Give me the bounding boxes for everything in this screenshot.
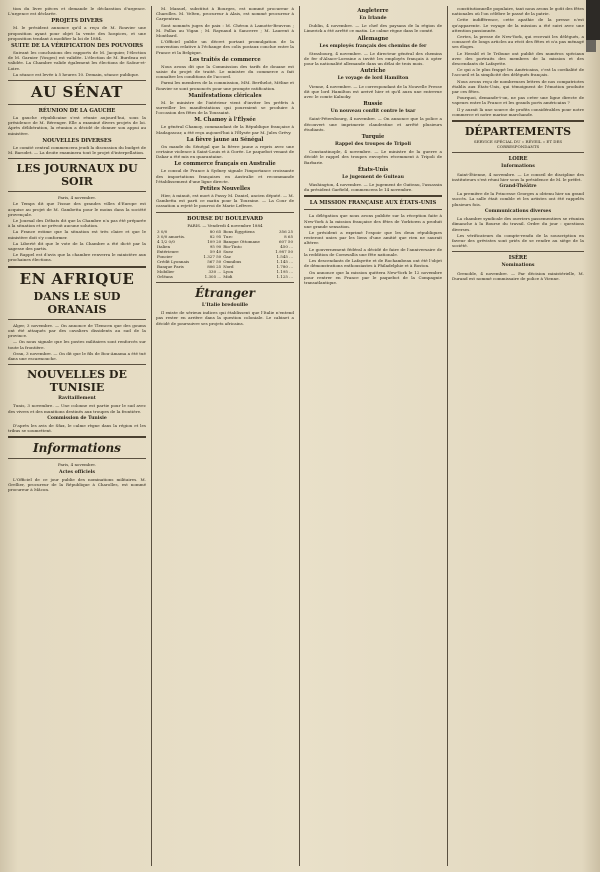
divider: [304, 195, 442, 197]
divider: [8, 104, 146, 105]
dateline: Paris, 4 novembre.: [57, 462, 96, 468]
subheading: Rappel des troupes de Tripoli: [335, 142, 411, 148]
article-text: Vienne, 4 novembre. — Le correspondant de la Nouvelle Presse dit que lord Hamilton est arrivé hier et qu'il aura une entrevue avec le comte Kalnoky.: [304, 83, 442, 100]
subheading: Un nouveau conflit contre le tsar: [330, 109, 416, 115]
country-heading: Russie: [363, 101, 383, 108]
afrique-headline: EN AFRIQUE: [19, 269, 135, 288]
stock-name: Turc: [223, 233, 233, 239]
divider: [8, 80, 146, 81]
article-text: La délégation que nous avons publiée sur la réception faite à New-York à la mission française des fêtes de Yorktown a produit une grande sensation.: [304, 213, 442, 229]
divider: [8, 436, 146, 438]
article-text: Le Herald et le Tribune ont publié des numéros spéciaux avec des portraits des membres de la mission et des descendants de Lafayette.: [452, 50, 584, 67]
departements-headline: DÉPARTEMENTS: [464, 125, 572, 139]
subheading: En Irlande: [359, 16, 387, 21]
divider: [452, 120, 584, 122]
stock-name: Midi: [223, 273, 233, 279]
divider: [8, 458, 146, 459]
article-text: Il existe de sérieux indices qui établissent que l'Italie n'entend pas rester en arrière dans la question coloniale. Le cabinet a décidé de poursuivre ses projets africains.: [156, 310, 294, 326]
article-text: Strasbourg, 4 novembre. — Le directeur général des chemins de fer d'Alsace-Lorraine a invité les employés français à opter pour la nationalité allemande dans un délai de trois mois.: [304, 50, 442, 67]
journaux-headline: LES JOURNAUX DU SOIR: [16, 162, 138, 189]
dark-page-edge: [586, 0, 600, 40]
stock-name: Gaz: [223, 253, 231, 259]
etranger-headline: Étranger: [195, 285, 255, 300]
column-4: [452, 6, 584, 866]
article-text: Le président a exprimé l'espoir que les deux républiques resteront unies par les liens d'une amitié que rien ne saurait altérer.: [304, 230, 442, 246]
divider: [156, 282, 294, 283]
article-text: La chambre syndicale des ouvriers passementiers se réunira dimanche à la Bourse du travail. Ordre du jour : questions diverses.: [452, 216, 584, 232]
article-text: L'Officiel de ce jour publie des nominations militaires. M. Grellier, procureur de la République à Charolles, est nommé procureur à Mâcon.: [8, 476, 146, 493]
stock-name: Mobilier: [157, 268, 175, 274]
bourse-table: [156, 229, 294, 279]
divider: [8, 158, 146, 159]
department-heading: ISÈRE: [508, 255, 528, 262]
article-text: La gauche républicaine s'est réunie aujourd'hui, sous la présidence de M. Bérenger. Elle a examiné divers projets de loi. Après délibération, la réunion a décidé de donner son appui au ministère.: [8, 115, 146, 136]
tunisie-headline: NOUVELLES DE TUNISIE: [27, 368, 127, 395]
stock-price: 330 ...: [208, 268, 222, 274]
stock-price: 95 90: [209, 243, 222, 249]
article-text: Le comité central commencera jeudi la discussion du budget de M. Barodet. — La droite examinera tout le projet d'interpellation.: [8, 144, 146, 156]
article-text: Ce qui a le plus frappé les Américains, c'est la cordialité de l'accueil et la simplicité des délégués français.: [452, 67, 584, 78]
bourse-heading: BOURSE DU BOULEVARD: [187, 215, 263, 222]
section-heading: La fièvre jaune au Sénégal: [186, 136, 264, 143]
article-text: Alger, 3 novembre. — On annonce de Tlemcen que des goums ont été attaqués par des cavaliers dissidents au sud de la province.: [8, 322, 146, 339]
bourse-date: PARIS. — Vendredi 4 novembre 1884: [187, 222, 263, 228]
stock-price: 1.305 ...: [204, 273, 222, 279]
country-heading: Angleterre: [357, 8, 389, 14]
stock-price: 82 95: [209, 233, 222, 239]
stock-price: 8 65: [284, 233, 293, 239]
section-heading: Manifestations cléricales: [188, 92, 262, 99]
informations-headline: Informations: [33, 441, 121, 456]
bourse-row: [156, 274, 294, 279]
stock-name: Suez: [223, 248, 234, 254]
stock-name: Crédit Lyonnais: [157, 258, 190, 264]
country-heading: États-Unis: [357, 166, 389, 173]
stock-name: Foncier: [157, 253, 173, 259]
subheading: Commission de Tunisie: [47, 415, 107, 421]
stock-price: 1.125 ...: [276, 273, 293, 279]
subheading: Les employés français des chemins de fer: [319, 43, 427, 49]
country-heading: Allemagne: [357, 35, 389, 42]
article-text: La Liberté dit que le vote de la Chambre a été dicté par la sagesse des partis.: [8, 240, 146, 252]
section-heading: PROJETS DIVERS: [51, 18, 103, 25]
divider: [8, 266, 146, 268]
column-3: [304, 6, 442, 866]
mission-headline: LA MISSION FRANÇAISE AUX ÉTATS-UNIS: [309, 200, 437, 207]
divider: [8, 191, 146, 192]
subheading: L'Italie bredouille: [201, 302, 249, 308]
article-text: Saint-Étienne, 4 novembre. — Le conseil de discipline des instituteurs s'est réuni hier sous la présidence de M. le préfet.: [452, 171, 584, 182]
divider: [452, 152, 584, 153]
divider: [452, 251, 584, 252]
subheading: Nominations: [501, 263, 535, 269]
subheading: Communications diverses: [484, 208, 552, 214]
section-heading: NOUVELLES DIVERSES: [42, 137, 112, 144]
article-text: Le Journal des Débats dit que la Chambre n'a pas été préparée à la situation et ne prévoit aucune solution.: [8, 218, 146, 229]
article-text: Washington, 4 novembre. — Le jugement de Guiteau, l'assassin du président Garfield, commencera le 14 novembre.: [304, 182, 442, 193]
section-heading: SUITE DE LA VÉRIFICATION DES POUVOIRS: [11, 43, 143, 50]
column-rule: [151, 6, 152, 866]
subheading: Ravitaillement: [58, 396, 96, 402]
stock-price: 109 20: [207, 238, 222, 244]
article-text: Sont nommés juges de paix : M. Chéron à Lamotte-Beuvron ; M. Pallas au Vigan ; M. Raynaud à Sancerre ; M. Laurent à Montbard.: [156, 22, 294, 39]
stock-price: 1.327 50: [203, 253, 222, 259]
stock-name: 4 1/2 0/0: [157, 238, 175, 244]
stock-name: Extérieure: [157, 248, 179, 254]
subheading: Informations: [501, 164, 535, 170]
article-text: Le Rappel est d'avis que la chambre renverra le ministère aux prochaines élections.: [8, 252, 146, 263]
article-text: D'après les avis de Sfax, le calme règne dans la région et les tribus se soumettent.: [8, 422, 146, 434]
article-text: — On nous signale que les postes militaires sont renforcés sur toute la frontière.: [8, 339, 146, 350]
article-text: La première de la Princesse Georges a obtenu hier un grand succès. La salle était comble et les artistes ont été rappelés plusieurs fois.: [452, 191, 584, 207]
divider: [156, 212, 294, 213]
article-text: La France estime que la situation est très claire et que le ministère doit s'y conformer.: [8, 229, 146, 240]
subheading: Le voyage de lord Hamilton: [337, 76, 409, 82]
stock-name: Nord: [223, 263, 234, 269]
subheading: Actes officiels: [59, 469, 95, 475]
stock-price: 1.145 ...: [276, 258, 293, 264]
stock-price: 1.780 ...: [276, 263, 293, 269]
oranais-headline: DANS LE SUD ORANAIS: [33, 289, 121, 316]
section-heading: Les traités de commerce: [189, 56, 261, 63]
stock-name: 3 0/0 amortis.: [157, 233, 186, 239]
page-edge-shadow: [586, 40, 596, 52]
article-text: On annonce que la mission quittera New-York le 12 novembre pour rentrer en France par le paquebot de la Compagnie transatlantique.: [304, 269, 442, 285]
article-text: Parmi les membres de la commission, MM. Berthelot, Méline et Rouvier se sont prononcés pour une prompte ratification.: [156, 80, 294, 91]
article-text: Il y aurait là une source de profits considérables pour notre commerce et notre marine marchande.: [452, 106, 584, 117]
stock-name: Orléans: [157, 273, 173, 279]
article-text: M. Manuel, substitut à Bourges, est nommé procureur à Charolles. M. Velten, procureur à Alais, est nommé procureur à Carpentras.: [156, 6, 294, 22]
article-text: M. le ministre de l'intérieur vient d'inviter les préfets à surveiller les manifestations qui pourraient se produire à l'occasion des fêtes de la Toussaint.: [156, 99, 294, 116]
stock-name: Banque Paris: [157, 263, 184, 269]
article-text: Certes, la presse de New-York, qui recevait les délégués, a consacré de longs articles au récit des fêtes et n'a pas ménagé ses éloges.: [452, 34, 584, 50]
stock-price: 450 ...: [280, 243, 293, 249]
stock-name: 3 0/0: [157, 228, 168, 234]
stock-price: 567 50: [207, 258, 222, 264]
article-text: Hier, à minuit, est mort à Passy M. Daniel, ancien député. — M. Gambetta est parti ce matin pour la Touraine. — La Cour de cassation a rejeté le pourvoi de Marie Lefèvre.: [156, 193, 294, 209]
article-text: Cette indifférence, cette apathie de la presse n'est qu'apparente. Le voyage de la mission a été suivi avec une attention passionnée.: [452, 17, 584, 33]
article-text: Grenoble, 4 novembre. — Par décision ministérielle, M. Durand est nommé commissaire de police à Vienne.: [452, 270, 584, 281]
stock-price: 1.545 ...: [276, 253, 293, 259]
stock-name: Banque Ottomane: [223, 238, 260, 244]
article-text: Suivant les conclusions des rapports de M. Jacquier, l'élection de M. Garnier (Vosges) est validée. L'élection de M. Burdeau est validée. La Chambre valide également les élections de Saône-et-Loire.: [8, 50, 146, 71]
section-heading: M. Chamoy à l'Élysée: [194, 117, 256, 124]
column-1: [8, 6, 146, 866]
article-text: Dublin, 4 novembre. — Le chef des paysans de la région de Limerick a été arrêté ce matin. Le calme règne dans le comté.: [304, 23, 442, 34]
divider: [8, 364, 146, 365]
article-text: tion du livre pièces et demande le déclaration d'urgence. L'urgence est déclarée.: [8, 6, 146, 17]
section-heading: Le commerce français en Australie: [174, 161, 276, 168]
country-heading: Turquie: [361, 134, 385, 141]
article-text: La séance est levée à 5 heures 10. Demain, séance publique.: [13, 71, 140, 77]
article-text: Le Temps dit que l'issue des grandes villes d'Europe est acquise au projet de M. Gambetta pour le moins dans la société provençale.: [8, 201, 146, 217]
stock-name: Omnibus: [223, 258, 242, 264]
divider: [8, 319, 146, 320]
departements-subtitle: SERVICE SPÉCIAL DU « RÉVEIL » ET DES CORRESPONDANTS: [473, 139, 563, 150]
section-heading: RÉUNION DE LA GAUCHE: [38, 108, 116, 115]
stock-price: 1.987 50: [275, 248, 293, 254]
article-text: Nous avons reçu de nombreuses lettres de nos compatriotes établis aux États-Unis, qui témoignent de l'émotion produite par ces fêtes.: [452, 78, 584, 95]
article-text: Oran, 3 novembre. — On dit que le fils de Bou-Amama a été tué dans une escarmouche.: [8, 350, 146, 361]
divider: [304, 209, 442, 210]
article-text: Le général Chamoy, commandant de la République française à Madagascar, a été reçu aujourd'hui à l'Élysée par M. Jules Grévy.: [156, 124, 294, 135]
stock-price: 1.195 ...: [276, 268, 293, 274]
stock-price: 806 25: [207, 263, 222, 269]
article-text: L'Officiel publie un décret portant promulgation de la convention relative à l'échange des colis postaux conclue entre la France et la Belgique.: [156, 39, 294, 55]
article-text: Pourquoi, demande-t-on, ne pas créer une ligne directe de vapeurs entre la France et les grands ports américains ?: [452, 95, 584, 106]
article-text: On mande du Sénégal que la fièvre jaune a repris avec une certaine violence à Saint-Louis et à Gorée. Le paquebot venant de Dakar a été mis en quarantaine.: [156, 143, 294, 160]
dateline: Paris, 4 novembre.: [57, 195, 96, 201]
article-text: constitutionnelle populaire, tant nous avons le goût des fêtes nationales où l'on célèbre le passé de la patrie.: [452, 6, 584, 17]
article-text: Tunis, 3 novembre. — Une colonne est partie pour le sud avec des vivres et des munitions destinés aux troupes de la frontière.: [8, 403, 146, 414]
article-text: Le gouvernement fédéral a décidé de faire de l'anniversaire de la reddition de Cornwallis une fête nationale.: [304, 246, 442, 257]
column-rule: [447, 6, 448, 866]
article-text: Les descendants de Lafayette et de Rochambeau ont été l'objet de démonstrations enthousiastes à Philadelphie et à Boston.: [304, 258, 442, 269]
article-text: Saint-Pétersbourg, 4 novembre. — On annonce que la police a découvert une imprimerie clandestine et arrêté plusieurs étudiants.: [304, 116, 442, 132]
stock-price: 59 40: [209, 248, 222, 254]
stock-price: 80 65: [209, 228, 222, 234]
stock-name: Lyon: [223, 268, 234, 274]
column-rule: [299, 6, 300, 866]
stock-price: 356 25: [279, 228, 293, 234]
column-2: [156, 6, 294, 866]
subheading: Grand-Théâtre: [499, 184, 537, 190]
country-heading: Autriche: [360, 68, 386, 75]
subheading: Le jugement de Guiteau: [342, 174, 404, 180]
stock-name: Rio-Tinto: [223, 243, 242, 249]
section-heading: Petites Nouvelles: [199, 186, 251, 193]
stock-name: Bons Égyptiens: [223, 228, 255, 234]
senat-headline: AU SÉNAT: [31, 83, 123, 102]
article-text: Constantinople, 4 novembre. — Le ministre de la guerre a décidé le rappel des troupes envoyées récemment à Tripoli de Barbarie.: [304, 149, 442, 165]
stock-price: 607 50: [279, 238, 293, 244]
department-heading: LOIRE: [508, 156, 528, 163]
article-text: M. le président annonce qu'il a reçu de M. Rouvier une proposition ayant pour objet la vente des hospices, et une proposition tendant à modifier la loi de 1884.: [8, 25, 146, 41]
article-text: Nous avons dit que la Commission des tarifs de douane est saisie du projet de traité. Le ministre du commerce a fait connaître les conditions de l'accord.: [156, 63, 294, 80]
article-text: Les vérificateurs du compte-rendu de la souscription en faveur des grévistes sont priés de se rendre au siège de la société.: [452, 232, 584, 249]
article-text: Le consul de France à Sydney signale l'importance croissante des importations françaises en Australie et recommande l'établissement d'une ligne directe.: [156, 168, 294, 184]
stock-name: Italien: [157, 243, 171, 249]
